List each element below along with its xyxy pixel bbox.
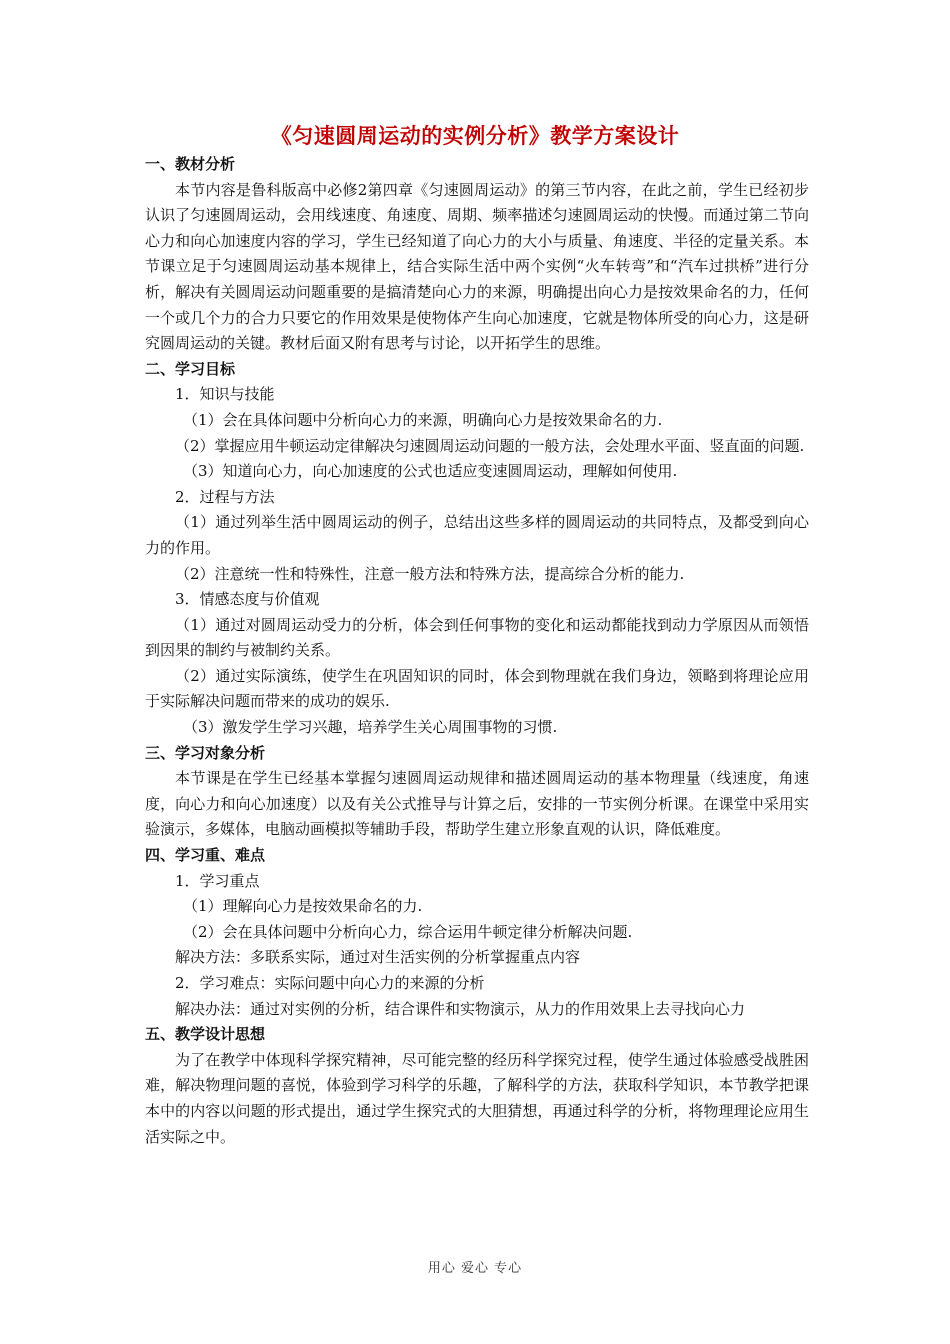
subheading-knowledge-skills: 1．知识与技能: [175, 385, 275, 404]
list-item: （1）通过对圆周运动受力的分析，体会到任何事物的变化和运动都能找到动力学原因从而领悟到因果的制约与被制约关系。: [145, 615, 809, 660]
subheading-process-method: 2．过程与方法: [175, 487, 275, 506]
list-item: （2）注意统一性和特殊性，注意一般方法和特殊方法，提高综合分析的能力.: [175, 564, 685, 583]
section-3-paragraph: 本节课是在学生已经基本掌握匀速圆周运动规律和描述圆周运动的基本物理量（线速度，角速度，向心力和向心加速度）以及有关公式推导与计算之后，安排的一节实例分析课。在课堂中采用实验演示，多媒体，电脑动画模拟等辅助手段，帮助学生建立形象直观的认识，降低难度。: [145, 769, 809, 839]
list-item: （2）会在具体问题中分析向心力，综合运用牛顿定律分析解决问题.: [183, 922, 633, 941]
section-heading-2: 二、学习目标: [145, 359, 236, 378]
section-heading-5: 五、教学设计思想: [145, 1025, 266, 1044]
solution-method-1: 解决方法：多联系实际，通过对生活实例的分析掌握重点内容: [175, 948, 581, 967]
list-item: （1）通过列举生活中圆周运动的例子，总结出这些多样的圆周运动的共同特点，及都受到向心力的作用。: [145, 513, 809, 557]
list-item: （3）知道向心力，向心加速度的公式也适应变速圆周运动，理解如何使用.: [183, 462, 678, 481]
document-title: 《匀速圆周运动的实例分析》教学方案设计: [270, 124, 680, 148]
list-item: （2）通过实际演练，使学生在巩固知识的同时，体会到物理就在我们身边，领略到将理论应用于实际解决问题而带来的成功的娱乐.: [145, 666, 809, 711]
list-item: （1）会在具体问题中分析向心力的来源，明确向心力是按效果命名的力.: [183, 410, 663, 429]
section-heading-1: 一、教材分析: [145, 155, 236, 173]
section-5-paragraph: 为了在教学中体现科学探究精神，尽可能完整的经历科学探究过程，使学生通过体验感受战胜困难，解决物理问题的喜悦，体验到学习科学的乐趣，了解科学的方法，获取科学知识，本节教学把课本中的内容以问题的形式提出，通过学生探究式的大胆猜想，再通过科学的分析，将物理理论应用生活实际之中。: [145, 1050, 809, 1146]
section-heading-4: 四、学习重、难点: [145, 846, 266, 865]
section-1-paragraph: 本节内容是鲁科版高中必修2第四章《匀速圆周运动》的第三节内容，在此之前，学生已经初步认识了匀速圆周运动，会用线速度、角速度、周期、频率描述匀速圆周运动的快慢。而通过第二节向心力和向心加速度内容的学习，学生已经知道了向心力的大小与质量、角速度、半径的定量关系。本节课立足于匀速圆周运动基本规律上，结合实际生活中两个实例“火车转弯”和“汽车过拱桥”进行分析，解决有关圆周运动问题重要的是搞清楚向心力的来源，明确提出向心力是按效果命名的力，任何一个或几个力的合力只要它的作用效果是使物体产生向心加速度，它就是物体所受的向心力，这是研究圆周运动的关键。教材后面又附有思考与讨论，以开拓学生的思维。: [145, 180, 809, 353]
subheading-difficulties: 2．学习难点：实际问题中向心力的来源的分析: [175, 974, 485, 992]
list-item: （3）激发学生学习兴趣，培养学生关心周围事物的习惯.: [183, 718, 558, 737]
list-item: （1）理解向心力是按效果命名的力.: [183, 897, 423, 916]
page-footer: 用心 爱心 专心: [427, 1261, 523, 1276]
subheading-key-points: 1．学习重点: [175, 871, 260, 890]
solution-method-2: 解决办法：通过对实例的分析，结合课件和实物演示，从力的作用效果上去寻找向心力: [175, 999, 746, 1018]
subheading-emotion-values: 3．情感态度与价值观: [175, 590, 320, 609]
section-heading-3: 三、学习对象分析: [145, 743, 266, 762]
document-body: [145, 152, 809, 1150]
list-item: （2）掌握应用牛顿运动定律解决匀速圆周运动问题的一般方法，会处理水平面、竖直面的问题.: [175, 436, 805, 455]
